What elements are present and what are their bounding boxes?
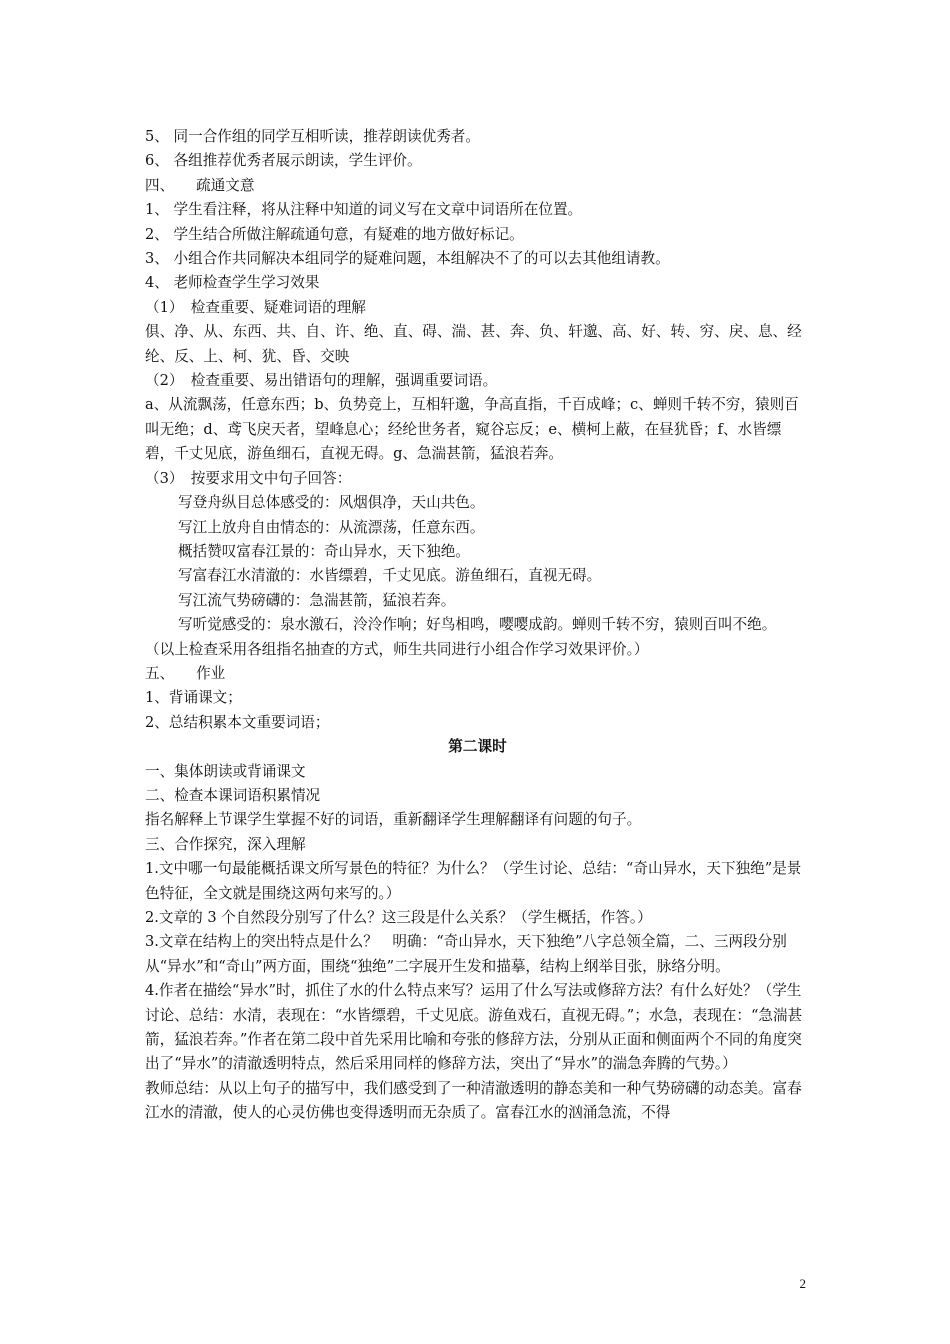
lesson-title: 第二课时 [448,738,507,756]
text-line: 2.文章的 3 个自然段分别写了什么？这三段是什么关系？（学生概括，作答。） [145,909,652,926]
section-heading: 四、 疏通文意 [145,176,255,194]
text-line: 4.作者在描绘“异水”时，抓住了水的什么特点来写？运用了什么写法或修辞方法？有什么好处？（学生讨论、总结：水清，表现在：“水皆缥碧，千丈见底。游鱼戏石，直视无碍。”；水急，表现在：“急湍甚箭，猛浪若奔。”作者在第二段中首先采用比喻和夸张的修辞方法，分别从正面和侧面两个不同的角度突出了“异水”的清澈透明特点，然后采用同样的修辞方法，突出了“异水”的湍急奔腾的气势。） [145,982,803,1073]
answer-line: 概括赞叹富春江景的：奇山异水，天下独绝。 [178,542,470,560]
text-line: （1） 检查重要、疑难词语的理解 [145,298,366,316]
answer-line: 写登舟纵目总体感受的：风烟俱净，天山共色。 [178,494,485,512]
answer-line: 写富春江水清澈的：水皆缥碧，千丈见底。游鱼细石，直视无碍。 [178,567,602,585]
document-body [145,125,810,1126]
text-line: 2、总结积累本文重要词语； [145,713,330,731]
text-line: 6、 各组推荐优秀者展示朗读，学生评价。 [145,152,422,170]
text-line: （2） 检查重要、易出错语句的理解，强调重要词语。 [145,372,498,390]
text-line: 教师总结：从以上句子的描写中，我们感受到了一种清澈透明的静态美和一种气势磅礴的动态美。富春江水的清澈，使人的心灵仿佛也变得透明而无杂质了。富春江水的汹涌急流，不得 [145,1079,802,1122]
text-line: 2、 学生结合所做注解疏通句意，有疑难的地方做好标记。 [145,225,524,243]
text-line: 3.文章在结构上的突出特点是什么？ 明确：“奇山异水，天下独绝”八字总领全篇，二、三两段分别从“异水”和“奇山”两方面，围绕“独绝”二字展开生发和描摹，结构上纲举目张，脉络分明。 [145,933,787,975]
text-line: 3、 小组合作共同解决本组同学的疑难问题，本组解决不了的可以去其他组请教。 [145,250,670,268]
text-line: 1、背诵课文； [145,689,242,707]
text-line: 俱、净、从、东西、共、自、许、绝、直、碍、湍、甚、奔、负、轩邈、高、好、转、穷、戾、息、经纶、反、上、柯、犹、昏、交映 [145,323,802,365]
answer-line: 写江上放舟自由情态的：从流漂荡，任意东西。 [178,518,485,536]
text-line: 5、 同一合作组的同学互相听读，推荐朗读优秀者。 [145,128,480,145]
section-heading: 二、检查本课词语积累情况 [145,786,321,804]
text-line: （以上检查采用各组指名抽查的方式，师生共同进行小组合作学习效果评价。） [145,640,649,658]
text-line: 4、 老师检查学生学习效果 [145,274,320,292]
text-line: 指名解释上节课学生掌握不好的词语，重新翻译学生理解翻译有问题的句子。 [145,811,642,829]
text-line: a、从流飘荡，任意东西；b、负势竞上，互相轩邈，争高直指，千百成峰；c、蝉则千转不穷，猿则百叫无绝；d、鸢飞戾天者，望峰息心；经纶世务者，窥谷忘反；e、横柯上蔽，在昼犹昏；f、水皆缥碧，千丈见底，游鱼细石，直视无碍。g、急湍甚箭，猛浪若奔。 [145,396,799,463]
page-number: 2 [799,1276,806,1291]
section-heading: 一、集体朗读或背诵课文 [145,762,306,780]
text-line: 1、 学生看注释，将从注释中知道的词义写在文章中词语所在位置。 [145,201,583,219]
answer-line: 写听觉感受的：泉水激石，泠泠作响；好鸟相鸣，嘤嘤成韵。蝉则千转不穷，猿则百叫不绝。 [178,616,777,634]
text-line: 1.文中哪一句最能概括课文所写景色的特征？为什么？（学生讨论、总结：“奇山异水，天下独绝”是景色特征，全文就是围绕这两句来写的。） [145,860,802,902]
section-heading: 五、 作业 [145,664,226,682]
text-line: （3） 按要求用文中句子回答： [145,469,352,487]
answer-line: 写江流气势磅礴的：急湍甚箭，猛浪若奔。 [178,591,456,609]
section-heading: 三、合作探究，深入理解 [145,835,306,853]
